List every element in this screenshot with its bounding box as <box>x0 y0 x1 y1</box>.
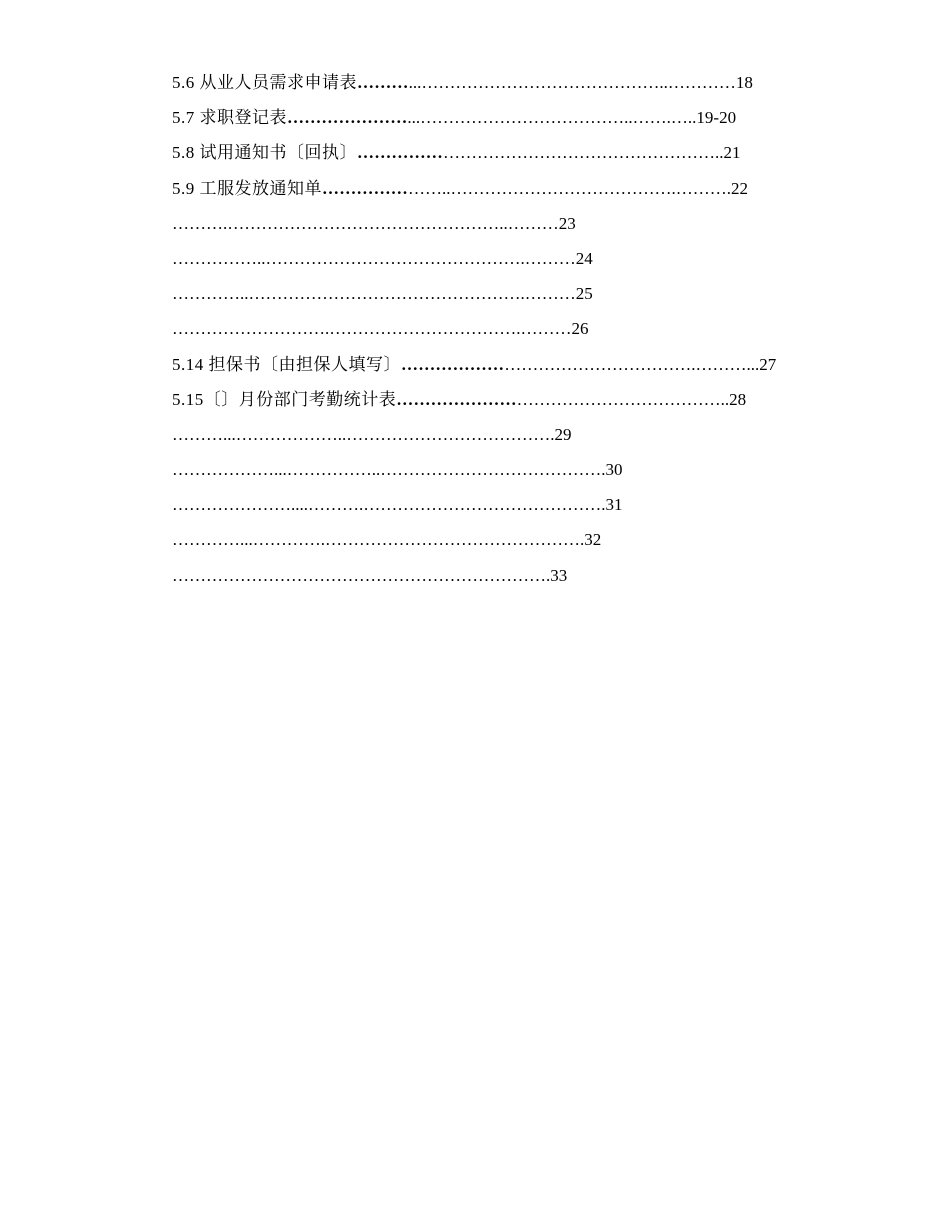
toc-entry-page-number: 31 <box>605 495 623 515</box>
toc-entry <box>172 68 812 103</box>
toc-entry <box>172 525 812 560</box>
toc-entry-leader: …………… <box>322 178 408 198</box>
toc-entry-title: 5.15〔〕月份部门考勤统计表 <box>172 389 397 409</box>
toc-entry <box>172 138 812 173</box>
toc-entry-page-number: 32 <box>584 530 602 550</box>
toc-entry-page-number: 18 <box>735 73 753 92</box>
toc-entry-leader: ...……………………………………..………… <box>408 73 736 92</box>
toc-entry <box>172 103 812 138</box>
toc-entry-leader: ………………… <box>287 108 408 128</box>
toc-entry-title: 5.7 求职登记表 <box>172 108 287 128</box>
toc-entry <box>172 244 812 279</box>
toc-entry-leader: ………………………………………….. <box>443 143 724 163</box>
toc-entry <box>172 561 812 596</box>
toc-entry-leader: ……………… <box>401 354 505 374</box>
toc-entry-page-number: 27 <box>759 354 777 374</box>
toc-entry-leader: ...………………………………..…….….. <box>407 108 697 128</box>
toc-entry-page-number: 22 <box>731 178 748 198</box>
toc-entry-leader: …………………………….………... <box>504 354 760 374</box>
toc-entry <box>172 209 812 244</box>
toc-entry <box>172 279 812 314</box>
toc-entry-page-number: 23 <box>558 213 576 233</box>
toc-entry <box>172 174 812 209</box>
toc-entry-leader: ………………… <box>396 389 517 409</box>
toc-entry-title: 5.14 担保书〔由担保人填写〕 <box>172 354 401 374</box>
toc-entry <box>172 490 812 525</box>
toc-entry-page-number: 26 <box>571 319 589 339</box>
toc-entry <box>172 455 812 490</box>
toc-entry-leader: …………… <box>357 143 443 163</box>
toc-entry-page-number: 25 <box>575 284 593 304</box>
toc-entry-page-number: 30 <box>605 460 623 480</box>
toc-entry-page-number: 29 <box>554 424 572 444</box>
toc-entry <box>172 350 812 385</box>
toc-entry-leader: …………...………….………………………………………. <box>172 530 585 550</box>
toc-entry-leader: …………………....……….……………………………………. <box>172 495 606 515</box>
toc-entry-leader: ……….…………………………………………..……… <box>172 213 559 233</box>
table-of-contents <box>172 68 812 596</box>
toc-entry <box>172 385 812 420</box>
toc-entry-page-number: 19-20 <box>696 108 737 128</box>
toc-entry <box>172 420 812 455</box>
toc-entry-page-number: 33 <box>550 565 568 585</box>
toc-entry-leader: ……..………………………………….………. <box>408 178 731 198</box>
toc-entry-leader: ……………………….…………………………….……… <box>172 319 572 339</box>
toc-entry-page-number: 21 <box>723 143 741 163</box>
toc-entry-page-number: 24 <box>575 248 593 268</box>
toc-entry-leader: …………………………………………………………. <box>172 565 551 585</box>
toc-entry-leader: ………………...……………..…………………………………. <box>172 460 606 480</box>
toc-entry-title: 5.9 工服发放通知单 <box>172 178 322 198</box>
toc-entry-page-number: 28 <box>729 389 747 409</box>
toc-entry-leader: ……… <box>357 73 409 92</box>
toc-entry <box>172 314 812 349</box>
toc-entry-leader: ………...………………..………………………………. <box>172 424 555 444</box>
toc-entry-leader: …………..………………………………………….……… <box>172 284 576 304</box>
toc-entry-title: 5.8 试用通知书〔回执〕 <box>172 143 357 163</box>
toc-entry-title: 5.6 从业人员需求申请表 <box>172 73 357 92</box>
toc-entry-leader: ……………………………….. <box>516 389 730 409</box>
toc-entry-leader: ……………..……………………………………….……… <box>172 248 576 268</box>
